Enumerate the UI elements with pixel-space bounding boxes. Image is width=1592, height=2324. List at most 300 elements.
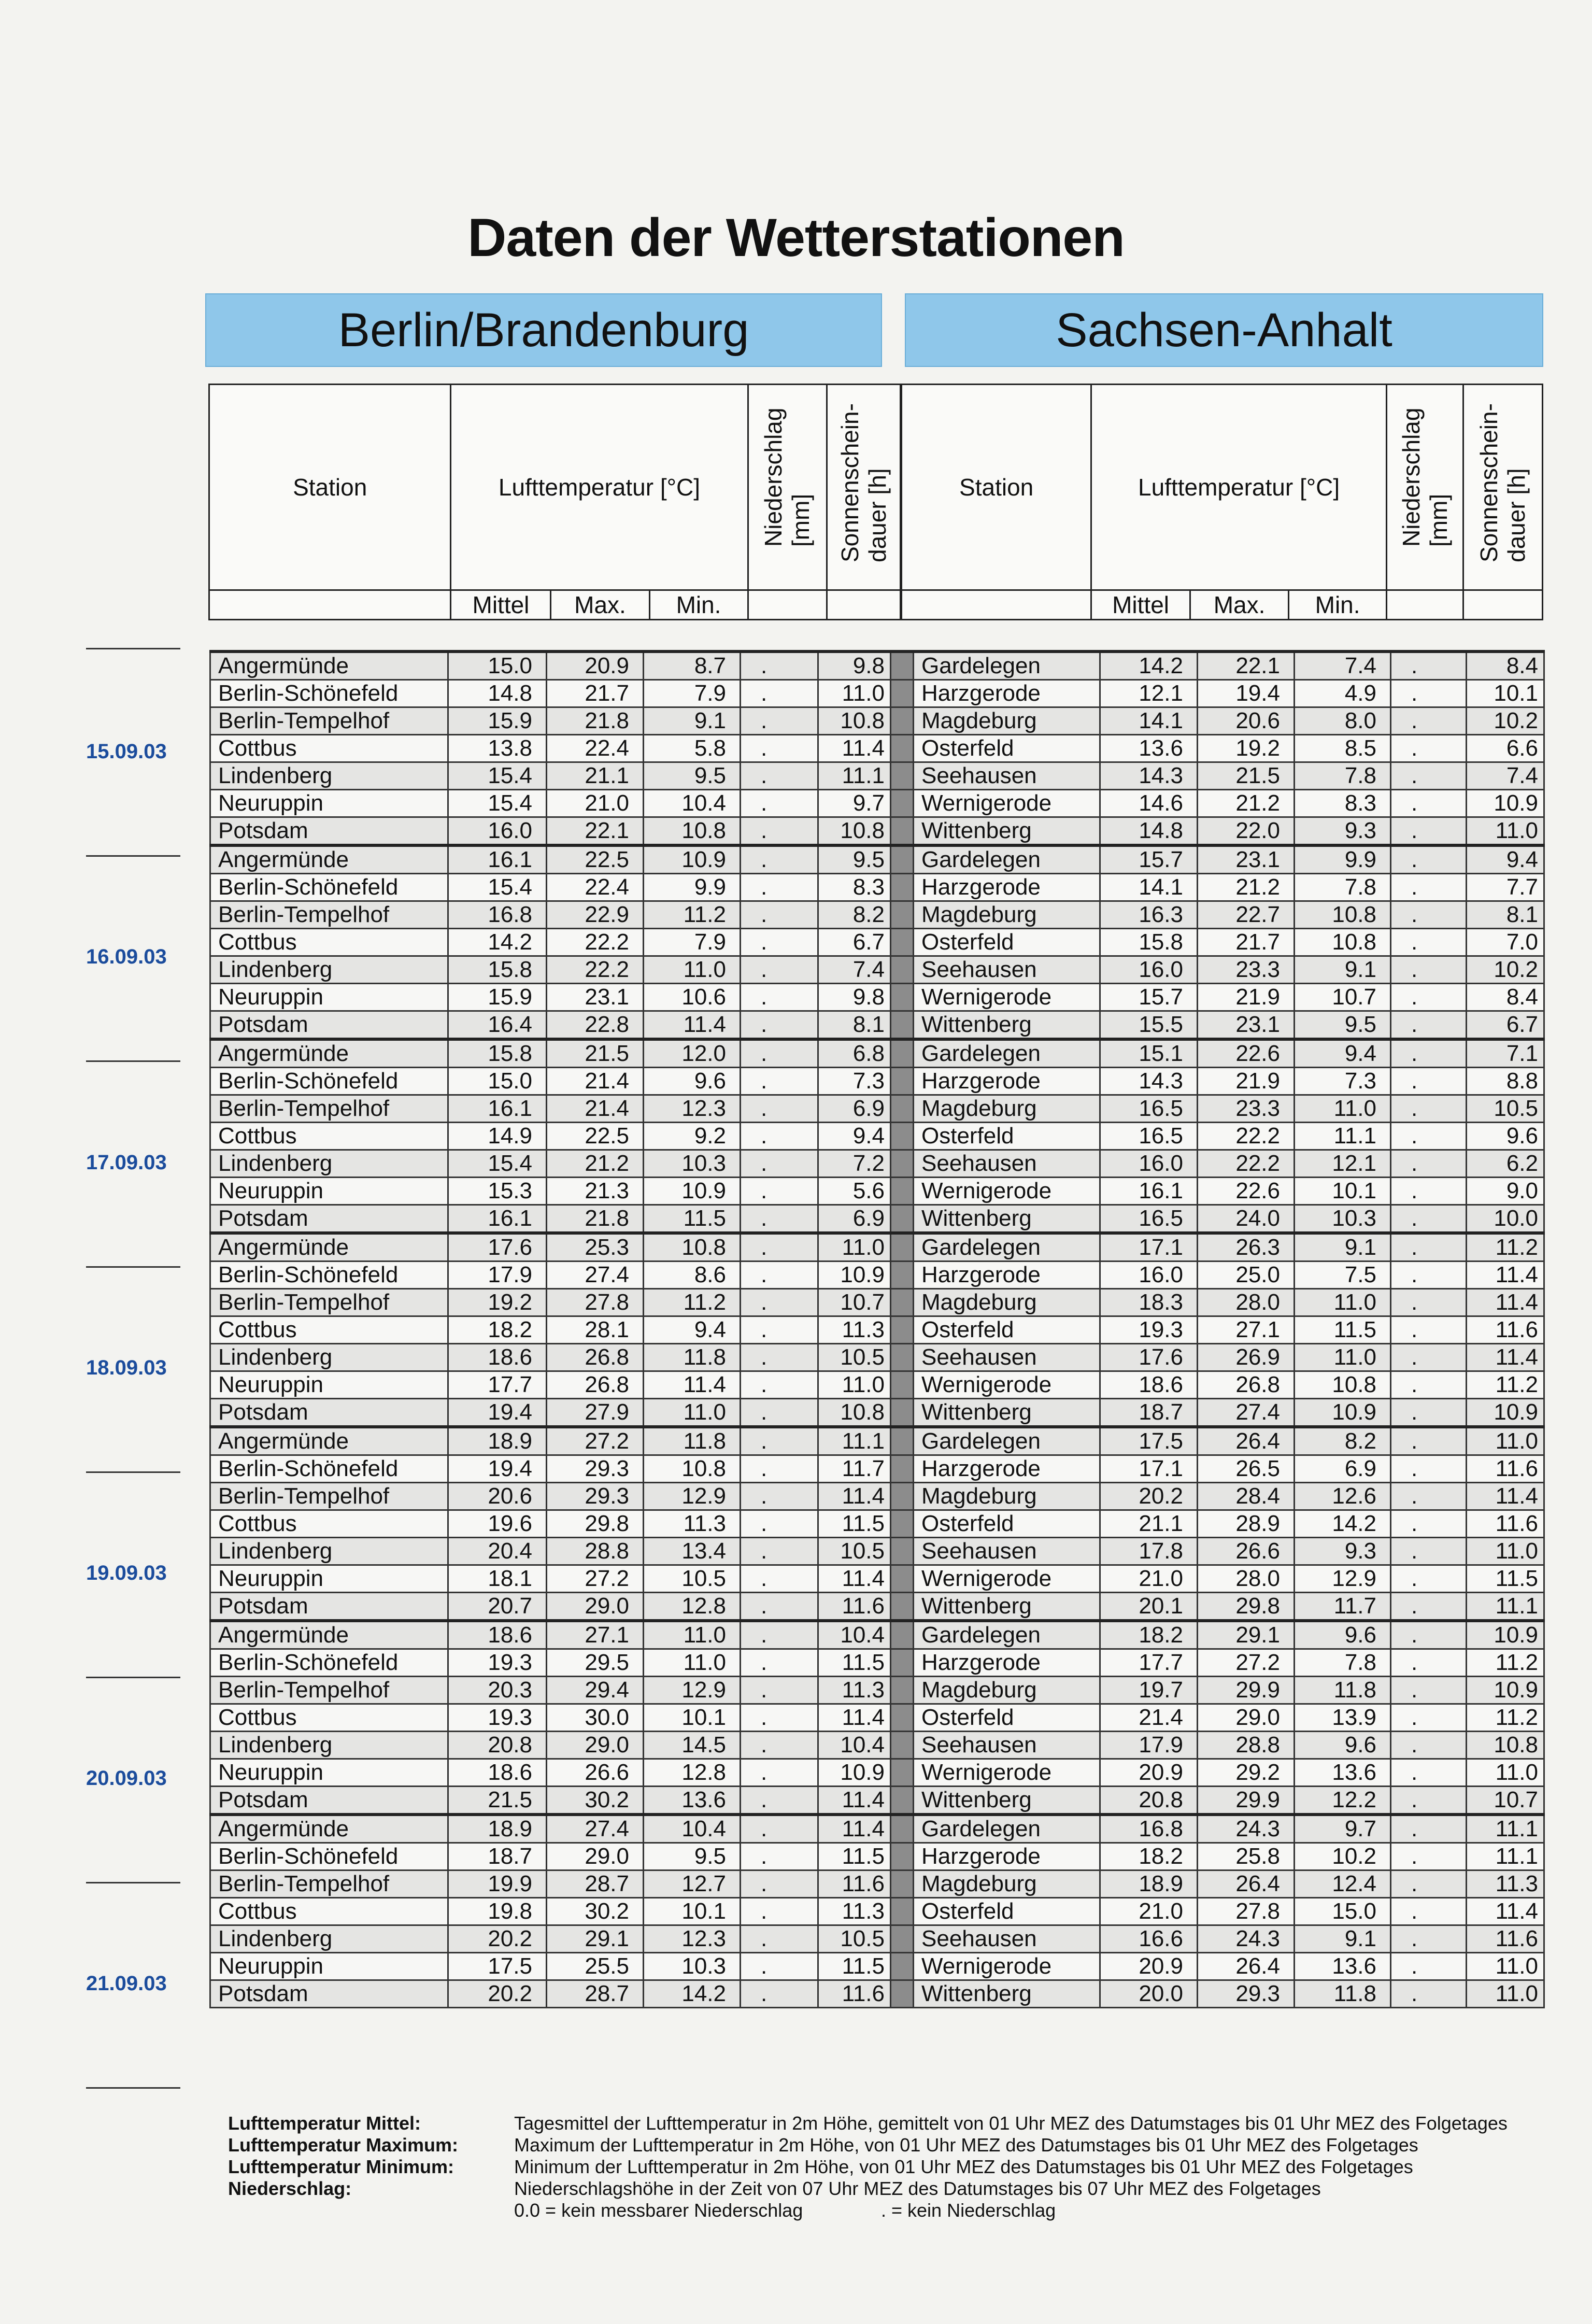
right-max-cell: 26.6 (1198, 1538, 1295, 1565)
right-sunshine-cell: 7.1 (1467, 1039, 1544, 1068)
table-row (210, 1095, 1544, 1123)
left-max-cell: 26.8 (547, 1371, 644, 1399)
legend-item (228, 2134, 1555, 2156)
right-sunshine-cell: 10.8 (1467, 1732, 1544, 1759)
left-precip-cell: . (741, 1843, 818, 1870)
right-precip-cell: . (1391, 1316, 1467, 1344)
date-separator (86, 1677, 180, 1678)
right-station-cell: Seehausen (914, 1344, 1100, 1371)
right-max-cell: 22.6 (1198, 1178, 1295, 1205)
left-sunshine-cell: 7.3 (818, 1068, 891, 1095)
right-precip-cell: . (1391, 707, 1467, 735)
right-station-cell: Wernigerode (914, 1565, 1100, 1593)
right-min-cell: 9.1 (1295, 1925, 1391, 1953)
right-mittel-cell: 14.3 (1100, 762, 1198, 790)
right-max-cell: 23.1 (1198, 845, 1295, 874)
right-max-cell: 25.0 (1198, 1262, 1295, 1289)
left-mittel-cell: 15.4 (448, 762, 547, 790)
right-max-cell: 26.9 (1198, 1344, 1295, 1371)
table-row (210, 707, 1544, 735)
table-row (210, 901, 1544, 929)
left-min-cell: 14.2 (644, 1980, 741, 2008)
legend-item (228, 2178, 1555, 2200)
left-mittel-cell: 16.1 (448, 1095, 547, 1123)
left-station-cell: Angermünde (210, 845, 448, 874)
right-sunshine-cell: 11.3 (1467, 1870, 1544, 1898)
table-row (210, 1262, 1544, 1289)
right-min-cell: 10.7 (1295, 984, 1391, 1011)
table-row (210, 956, 1544, 984)
left-max-cell: 21.4 (547, 1068, 644, 1095)
left-sunshine-cell: 11.0 (818, 1233, 891, 1262)
right-sunshine-cell: 10.9 (1467, 1621, 1544, 1649)
left-precip-cell: . (741, 1233, 818, 1262)
table-row (210, 680, 1544, 707)
right-precip-cell: . (1391, 1677, 1467, 1704)
subheader-sunshine-right (1463, 590, 1543, 620)
right-max-cell: 26.4 (1198, 1870, 1295, 1898)
table-row (210, 1649, 1544, 1677)
left-sunshine-cell: 10.7 (818, 1289, 891, 1316)
right-sunshine-cell: 10.1 (1467, 680, 1544, 707)
right-mittel-cell: 19.7 (1100, 1677, 1198, 1704)
left-mittel-cell: 19.3 (448, 1649, 547, 1677)
left-precip-cell: . (741, 1344, 818, 1371)
right-max-cell: 29.8 (1198, 1593, 1295, 1621)
left-max-cell: 26.6 (547, 1759, 644, 1787)
right-station-cell: Gardelegen (914, 651, 1100, 680)
right-sunshine-cell: 8.1 (1467, 901, 1544, 929)
left-min-cell: 12.8 (644, 1593, 741, 1621)
left-mittel-cell: 15.4 (448, 1150, 547, 1178)
right-max-cell: 27.8 (1198, 1898, 1295, 1925)
left-station-cell: Berlin-Tempelhof (210, 1870, 448, 1898)
left-min-cell: 12.9 (644, 1483, 741, 1510)
left-max-cell: 22.9 (547, 901, 644, 929)
table-row (210, 1510, 1544, 1538)
left-mittel-cell: 17.5 (448, 1953, 547, 1980)
column-divider (891, 790, 914, 817)
left-max-cell: 28.7 (547, 1980, 644, 2008)
left-precip-cell: . (741, 901, 818, 929)
right-max-cell: 29.9 (1198, 1677, 1295, 1704)
header-temperature-right: Lufttemperatur [°C] (1091, 385, 1387, 590)
right-station-cell: Magdeburg (914, 1677, 1100, 1704)
left-max-cell: 22.5 (547, 845, 644, 874)
right-precip-cell: . (1391, 790, 1467, 817)
right-min-cell: 10.8 (1295, 901, 1391, 929)
column-divider (891, 956, 914, 984)
subheader-precip-right (1387, 590, 1463, 620)
left-sunshine-cell: 11.6 (818, 1593, 891, 1621)
right-precip-cell: . (1391, 1262, 1467, 1289)
left-min-cell: 9.5 (644, 762, 741, 790)
left-mittel-cell: 15.0 (448, 651, 547, 680)
right-station-cell: Seehausen (914, 762, 1100, 790)
left-mittel-cell: 15.9 (448, 707, 547, 735)
right-sunshine-cell: 11.4 (1467, 1898, 1544, 1925)
right-mittel-cell: 16.5 (1100, 1205, 1198, 1234)
right-max-cell: 28.4 (1198, 1483, 1295, 1510)
left-max-cell: 21.0 (547, 790, 644, 817)
left-station-cell: Neuruppin (210, 790, 448, 817)
left-min-cell: 10.8 (644, 1233, 741, 1262)
left-station-cell: Lindenberg (210, 1538, 448, 1565)
left-min-cell: 5.8 (644, 735, 741, 762)
table-row (210, 1289, 1544, 1316)
left-station-cell: Cottbus (210, 1704, 448, 1732)
right-min-cell: 7.5 (1295, 1262, 1391, 1289)
right-precip-cell: . (1391, 1925, 1467, 1953)
left-mittel-cell: 18.6 (448, 1621, 547, 1649)
right-min-cell: 9.9 (1295, 845, 1391, 874)
date-separator (86, 1060, 180, 1062)
column-divider (891, 707, 914, 735)
right-station-cell: Wernigerode (914, 984, 1100, 1011)
left-station-cell: Potsdam (210, 1787, 448, 1815)
right-max-cell: 26.8 (1198, 1371, 1295, 1399)
left-sunshine-cell: 9.8 (818, 984, 891, 1011)
left-max-cell: 27.9 (547, 1399, 644, 1427)
left-min-cell: 10.3 (644, 1150, 741, 1178)
left-station-cell: Berlin-Schönefeld (210, 1455, 448, 1483)
right-station-cell: Harzgerode (914, 1262, 1100, 1289)
left-sunshine-cell: 10.8 (818, 707, 891, 735)
left-mittel-cell: 19.4 (448, 1455, 547, 1483)
right-max-cell: 21.2 (1198, 790, 1295, 817)
column-divider (891, 1593, 914, 1621)
column-divider (891, 1427, 914, 1455)
table-row (210, 1123, 1544, 1150)
right-precip-cell: . (1391, 1178, 1467, 1205)
left-min-cell: 10.4 (644, 1815, 741, 1843)
right-sunshine-cell: 11.0 (1467, 1538, 1544, 1565)
left-sunshine-cell: 11.1 (818, 762, 891, 790)
right-sunshine-cell: 11.6 (1467, 1510, 1544, 1538)
right-max-cell: 22.7 (1198, 901, 1295, 929)
right-station-cell: Wittenberg (914, 817, 1100, 846)
right-station-cell: Wittenberg (914, 1399, 1100, 1427)
column-divider (891, 1677, 914, 1704)
left-mittel-cell: 18.1 (448, 1565, 547, 1593)
left-station-cell: Angermünde (210, 651, 448, 680)
right-station-cell: Gardelegen (914, 845, 1100, 874)
left-sunshine-cell: 11.7 (818, 1455, 891, 1483)
right-sunshine-cell: 10.7 (1467, 1787, 1544, 1815)
left-min-cell: 11.2 (644, 1289, 741, 1316)
left-precip-cell: . (741, 1953, 818, 1980)
right-mittel-cell: 16.0 (1100, 1150, 1198, 1178)
right-station-cell: Wernigerode (914, 790, 1100, 817)
right-sunshine-cell: 10.2 (1467, 707, 1544, 735)
left-min-cell: 11.0 (644, 1649, 741, 1677)
right-mittel-cell: 14.3 (1100, 1068, 1198, 1095)
date-separator (86, 855, 180, 857)
header-sunshine-right-label: Sonnenschein-dauer [h] (1475, 403, 1530, 562)
right-sunshine-cell: 7.7 (1467, 874, 1544, 901)
date-separator (86, 1266, 180, 1268)
right-sunshine-cell: 11.0 (1467, 1427, 1544, 1455)
left-precip-cell: . (741, 929, 818, 956)
left-mittel-cell: 14.8 (448, 680, 547, 707)
right-precip-cell: . (1391, 735, 1467, 762)
left-precip-cell: . (741, 790, 818, 817)
right-max-cell: 21.5 (1198, 762, 1295, 790)
right-max-cell: 27.4 (1198, 1399, 1295, 1427)
page-title: Daten der Wetterstationen (467, 208, 1125, 268)
table-row (210, 651, 1544, 680)
right-mittel-cell: 16.0 (1100, 956, 1198, 984)
right-sunshine-cell: 11.4 (1467, 1262, 1544, 1289)
right-precip-cell: . (1391, 1233, 1467, 1262)
right-station-cell: Magdeburg (914, 707, 1100, 735)
right-min-cell: 7.4 (1295, 651, 1391, 680)
left-mittel-cell: 15.3 (448, 1178, 547, 1205)
legend-item (228, 2113, 1555, 2134)
right-min-cell: 9.1 (1295, 1233, 1391, 1262)
right-mittel-cell: 19.3 (1100, 1316, 1198, 1344)
header-sunshine-left-label: Sonnenschein-dauer [h] (836, 403, 891, 562)
table-row (210, 1593, 1544, 1621)
right-min-cell: 9.4 (1295, 1039, 1391, 1068)
right-mittel-cell: 16.3 (1100, 901, 1198, 929)
right-sunshine-cell: 11.6 (1467, 1316, 1544, 1344)
right-station-cell: Osterfeld (914, 1704, 1100, 1732)
right-max-cell: 28.9 (1198, 1510, 1295, 1538)
left-max-cell: 22.2 (547, 956, 644, 984)
right-mittel-cell: 21.0 (1100, 1898, 1198, 1925)
left-station-cell: Lindenberg (210, 762, 448, 790)
left-station-cell: Neuruppin (210, 1178, 448, 1205)
left-max-cell: 21.3 (547, 1178, 644, 1205)
right-mittel-cell: 20.0 (1100, 1980, 1198, 2008)
left-mittel-cell: 17.7 (448, 1371, 547, 1399)
right-min-cell: 13.9 (1295, 1704, 1391, 1732)
table-row (210, 1399, 1544, 1427)
right-mittel-cell: 17.8 (1100, 1538, 1198, 1565)
left-min-cell: 10.5 (644, 1565, 741, 1593)
right-sunshine-cell: 7.0 (1467, 929, 1544, 956)
right-mittel-cell: 14.1 (1100, 707, 1198, 735)
table-row (210, 984, 1544, 1011)
right-min-cell: 8.2 (1295, 1427, 1391, 1455)
right-sunshine-cell: 10.9 (1467, 1399, 1544, 1427)
subheader-max-right: Max. (1190, 590, 1289, 620)
right-precip-cell: . (1391, 1123, 1467, 1150)
right-station-cell: Wernigerode (914, 1371, 1100, 1399)
right-station-cell: Seehausen (914, 1732, 1100, 1759)
left-station-cell: Cottbus (210, 1123, 448, 1150)
right-mittel-cell: 15.1 (1100, 1039, 1198, 1068)
right-max-cell: 21.9 (1198, 984, 1295, 1011)
right-precip-cell: . (1391, 984, 1467, 1011)
right-max-cell: 29.0 (1198, 1704, 1295, 1732)
right-sunshine-cell: 10.0 (1467, 1205, 1544, 1234)
right-min-cell: 11.0 (1295, 1095, 1391, 1123)
left-station-cell: Neuruppin (210, 1565, 448, 1593)
right-min-cell: 7.8 (1295, 1649, 1391, 1677)
left-mittel-cell: 20.7 (448, 1593, 547, 1621)
right-mittel-cell: 14.8 (1100, 817, 1198, 846)
left-max-cell: 21.5 (547, 1039, 644, 1068)
legend-term: Lufttemperatur Mittel: (228, 2113, 421, 2134)
left-mittel-cell: 20.2 (448, 1925, 547, 1953)
right-max-cell: 29.1 (1198, 1621, 1295, 1649)
right-precip-cell: . (1391, 1344, 1467, 1371)
right-sunshine-cell: 9.4 (1467, 845, 1544, 874)
left-mittel-cell: 19.9 (448, 1870, 547, 1898)
right-mittel-cell: 17.9 (1100, 1732, 1198, 1759)
weather-data-table (209, 650, 1545, 2008)
right-max-cell: 28.0 (1198, 1289, 1295, 1316)
left-sunshine-cell: 5.6 (818, 1178, 891, 1205)
left-precip-cell: . (741, 1510, 818, 1538)
date-label: 19.09.03 (86, 1561, 167, 1584)
left-mittel-cell: 18.9 (448, 1427, 547, 1455)
table-row (210, 1068, 1544, 1095)
column-divider (891, 929, 914, 956)
right-precip-cell: . (1391, 1371, 1467, 1399)
left-station-cell: Potsdam (210, 1011, 448, 1040)
right-station-cell: Harzgerode (914, 1843, 1100, 1870)
right-station-cell: Magdeburg (914, 1289, 1100, 1316)
header-station-right: Station (902, 385, 1091, 590)
right-min-cell: 9.6 (1295, 1621, 1391, 1649)
right-min-cell: 10.1 (1295, 1178, 1391, 1205)
left-precip-cell: . (741, 1538, 818, 1565)
table-row (210, 1925, 1544, 1953)
right-sunshine-cell: 9.6 (1467, 1123, 1544, 1150)
right-mittel-cell: 15.7 (1100, 984, 1198, 1011)
right-station-cell: Magdeburg (914, 901, 1100, 929)
left-max-cell: 22.4 (547, 874, 644, 901)
left-station-cell: Potsdam (210, 1593, 448, 1621)
left-station-cell: Berlin-Tempelhof (210, 901, 448, 929)
left-precip-cell: . (741, 651, 818, 680)
right-min-cell: 9.1 (1295, 956, 1391, 984)
left-precip-cell: . (741, 1870, 818, 1898)
left-sunshine-cell: 11.6 (818, 1980, 891, 2008)
right-precip-cell: . (1391, 1704, 1467, 1732)
left-station-cell: Berlin-Tempelhof (210, 1095, 448, 1123)
column-divider (891, 762, 914, 790)
column-divider (891, 1205, 914, 1234)
column-divider (891, 817, 914, 846)
left-min-cell: 7.9 (644, 929, 741, 956)
right-min-cell: 11.1 (1295, 1123, 1391, 1150)
left-min-cell: 12.3 (644, 1095, 741, 1123)
subheader-max-left: Max. (551, 590, 649, 620)
legend-term: Lufttemperatur Minimum: (228, 2156, 454, 2177)
left-max-cell: 23.1 (547, 984, 644, 1011)
right-min-cell: 11.7 (1295, 1593, 1391, 1621)
right-station-cell: Magdeburg (914, 1870, 1100, 1898)
right-precip-cell: . (1391, 1593, 1467, 1621)
left-min-cell: 11.0 (644, 1621, 741, 1649)
table-row (210, 1178, 1544, 1205)
left-min-cell: 11.8 (644, 1427, 741, 1455)
right-precip-cell: . (1391, 1039, 1467, 1068)
right-mittel-cell: 16.5 (1100, 1095, 1198, 1123)
table-row (210, 1150, 1544, 1178)
left-station-cell: Neuruppin (210, 1371, 448, 1399)
right-mittel-cell: 16.1 (1100, 1178, 1198, 1205)
table-row (210, 1843, 1544, 1870)
right-max-cell: 27.1 (1198, 1316, 1295, 1344)
right-min-cell: 11.0 (1295, 1289, 1391, 1316)
left-max-cell: 21.2 (547, 1150, 644, 1178)
left-max-cell: 29.3 (547, 1483, 644, 1510)
left-precip-cell: . (741, 984, 818, 1011)
left-max-cell: 28.8 (547, 1538, 644, 1565)
right-min-cell: 4.9 (1295, 680, 1391, 707)
column-divider (891, 1787, 914, 1815)
right-max-cell: 25.8 (1198, 1843, 1295, 1870)
right-station-cell: Harzgerode (914, 1649, 1100, 1677)
right-mittel-cell: 16.0 (1100, 1262, 1198, 1289)
subheader-precip-left (748, 590, 827, 620)
left-sunshine-cell: 9.5 (818, 845, 891, 874)
left-precip-cell: . (741, 1759, 818, 1787)
left-sunshine-cell: 11.3 (818, 1898, 891, 1925)
right-min-cell: 14.2 (1295, 1510, 1391, 1538)
right-min-cell: 8.5 (1295, 735, 1391, 762)
region-label-right: Sachsen-Anhalt (1056, 303, 1392, 357)
right-precip-cell: . (1391, 1759, 1467, 1787)
table-row (210, 1316, 1544, 1344)
right-max-cell: 26.4 (1198, 1953, 1295, 1980)
right-precip-cell: . (1391, 1787, 1467, 1815)
left-sunshine-cell: 11.6 (818, 1870, 891, 1898)
date-separator (86, 1471, 180, 1473)
right-mittel-cell: 17.6 (1100, 1344, 1198, 1371)
left-max-cell: 21.8 (547, 1205, 644, 1234)
left-station-cell: Angermünde (210, 1621, 448, 1649)
column-divider (891, 1262, 914, 1289)
header-sunshine-right (1463, 385, 1543, 590)
right-min-cell: 9.5 (1295, 1011, 1391, 1040)
left-sunshine-cell: 11.5 (818, 1843, 891, 1870)
left-sunshine-cell: 11.4 (818, 735, 891, 762)
table-row (210, 1371, 1544, 1399)
right-mittel-cell: 14.6 (1100, 790, 1198, 817)
left-precip-cell: . (741, 1593, 818, 1621)
right-sunshine-cell: 11.0 (1467, 1980, 1544, 2008)
left-precip-cell: . (741, 1649, 818, 1677)
right-sunshine-cell: 11.1 (1467, 1843, 1544, 1870)
header-precip-left-label: Niederschlag [mm] (760, 407, 815, 547)
left-min-cell: 12.8 (644, 1759, 741, 1787)
right-station-cell: Osterfeld (914, 1898, 1100, 1925)
right-max-cell: 24.3 (1198, 1815, 1295, 1843)
right-precip-cell: . (1391, 1980, 1467, 2008)
left-station-cell: Cottbus (210, 929, 448, 956)
left-max-cell: 29.0 (547, 1843, 644, 1870)
left-max-cell: 21.7 (547, 680, 644, 707)
right-min-cell: 12.2 (1295, 1787, 1391, 1815)
right-max-cell: 21.9 (1198, 1068, 1295, 1095)
table-row (210, 1455, 1544, 1483)
left-sunshine-cell: 11.4 (818, 1483, 891, 1510)
right-precip-cell: . (1391, 1011, 1467, 1040)
left-max-cell: 22.5 (547, 1123, 644, 1150)
left-station-cell: Lindenberg (210, 956, 448, 984)
right-mittel-cell: 16.6 (1100, 1925, 1198, 1953)
left-station-cell: Lindenberg (210, 1925, 448, 1953)
right-station-cell: Wernigerode (914, 1759, 1100, 1787)
left-min-cell: 11.3 (644, 1510, 741, 1538)
left-max-cell: 29.3 (547, 1455, 644, 1483)
